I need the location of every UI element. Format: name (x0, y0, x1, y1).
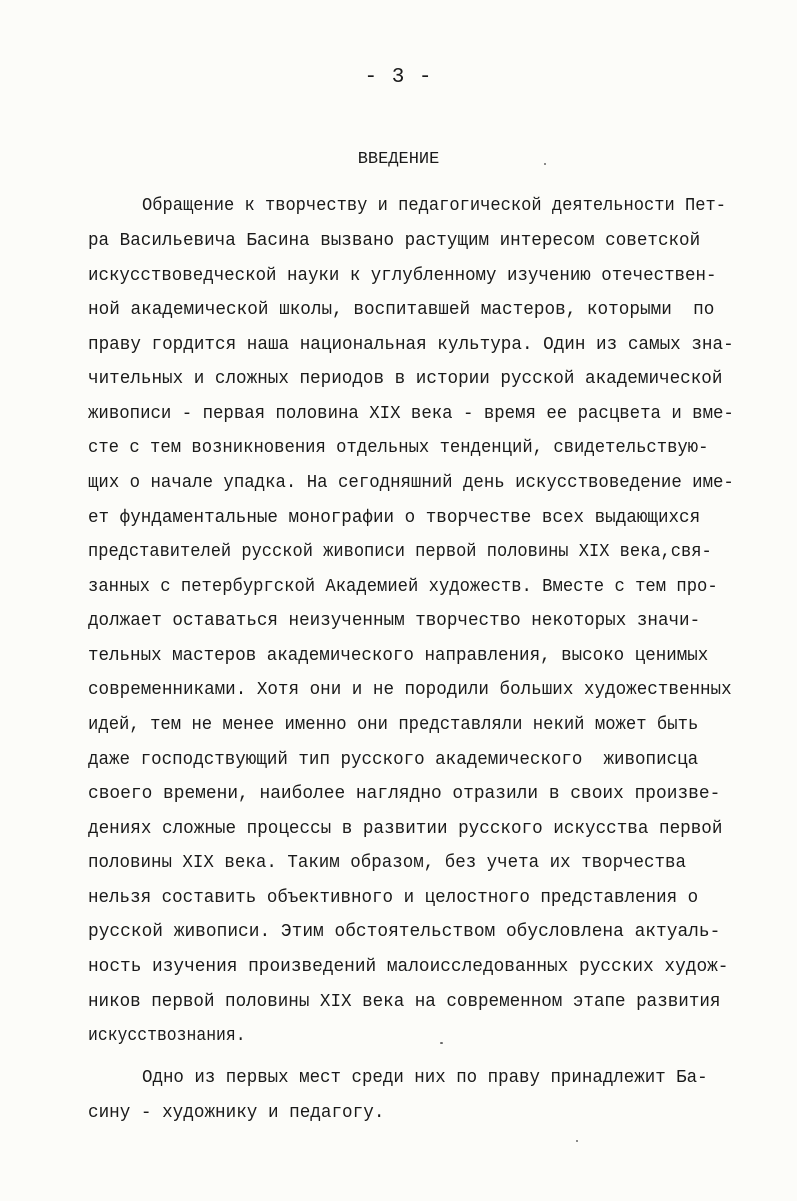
text-line: сте с тем возникновения отдельных тенденций, свидетельствую- (88, 437, 709, 458)
text-line: ет фундаментальные монографии о творчестве всех выдающихся (88, 507, 701, 528)
text-line: Одно из первых мест среди них по праву принадлежит Ба- (142, 1067, 708, 1088)
text-line: должает оставаться неизученным творчество некоторых значи- (88, 610, 701, 631)
text-line: занных с петербургской Академией художеств. Вместе с тем про- (88, 576, 718, 597)
text-line: идей, тем не менее именно они представляли некий может быть (88, 714, 699, 735)
text-line: даже господствующий тип русского академического живописца (88, 749, 699, 770)
text-line: русской живописи. Этим обстоятельством обусловлена актуаль- (88, 921, 721, 942)
text-line: ной академической школы, воспитавшей мастеров, которыми по (88, 299, 715, 320)
text-line: представителей русской живописи первой половины XIX века,свя- (88, 541, 712, 562)
text-line: ность изучения произведений малоисследованных русских худож- (88, 956, 729, 977)
text-line: искусствознания. (88, 1025, 246, 1046)
text-line: современниками. Хотя они и не породили больших художественных (88, 679, 732, 700)
text-line: половины XIX века. Таким образом, без учета их творчества (88, 852, 687, 873)
text-line: нельзя составить объективного и целостного представления о (88, 887, 699, 908)
paper-speck (576, 1140, 578, 1142)
page-number: - 3 - (364, 66, 433, 89)
text-line: ра Васильевича Басина вызвано растущим интересом советской (88, 230, 701, 251)
text-line: Обращение к творчеству и педагогической деятельности Пет- (142, 195, 727, 216)
paper-speck (440, 1042, 443, 1044)
section-heading: ВВЕДЕНИЕ (357, 150, 440, 169)
text-line: сину - художнику и педагогу. (88, 1102, 385, 1123)
text-line: щих о начале упадка. На сегодняшний день искусствоведение име- (88, 472, 734, 493)
text-line: ников первой половины XIX века на современном этапе развития (88, 991, 721, 1012)
text-line: искусствоведческой науки к углубленному изучению отечествен- (88, 265, 717, 286)
text-line: своего времени, наиболее наглядно отразили в своих произве- (88, 783, 721, 804)
text-line: дениях сложные процессы в развитии русского искусства первой (88, 818, 723, 839)
text-line: живописи - первая половина XIX века - время ее расцвета и вме- (88, 403, 734, 424)
text-line: чительных и сложных периодов в истории русской академической (88, 368, 723, 389)
text-line: тельных мастеров академического направления, высоко ценимых (88, 645, 709, 666)
text-line: праву гордится наша национальная культура. Один из самых зна- (88, 334, 734, 355)
paper-speck (544, 163, 546, 165)
